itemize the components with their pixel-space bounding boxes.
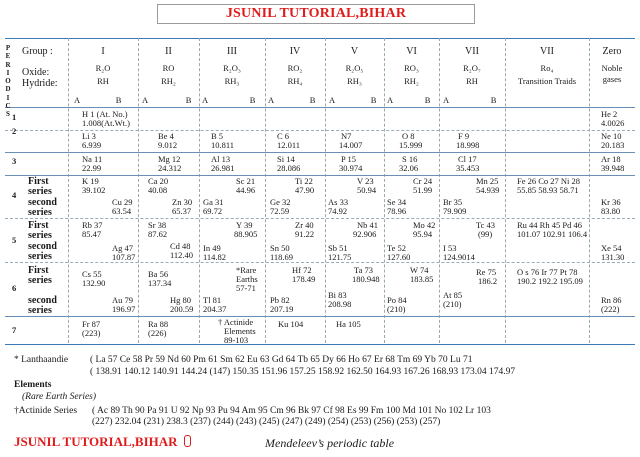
series-label: series <box>28 207 52 218</box>
group-zero-hydride: gases <box>602 74 622 84</box>
element-xe-weight: 131.30 <box>601 252 625 262</box>
second-series-label: second <box>28 295 57 306</box>
oxide-label: Oxide: <box>22 67 50 78</box>
group-v-header: V <box>350 46 359 57</box>
element-re-weight: 186.2 <box>478 276 498 286</box>
element-sr-weight: 87.62 <box>148 229 168 239</box>
element-cu: Cu 29 <box>112 197 133 207</box>
element-in: In 49 <box>203 243 221 253</box>
element-he: He 2 <box>601 109 618 119</box>
element-cr-weight: 51.99 <box>413 185 433 195</box>
element-kr-weight: 83.80 <box>601 206 621 216</box>
group-zero-header: Zero <box>602 46 622 57</box>
element-at: At 85 <box>443 290 463 300</box>
element-hf-weight: 178.49 <box>292 274 316 284</box>
element-ge-weight: 72.59 <box>270 206 290 216</box>
element-tc-weight: (99) <box>478 229 493 239</box>
element-sc: Sc 21 <box>236 176 256 186</box>
element-o-weight: 15.999 <box>399 140 423 150</box>
element-at-weight: (210) <box>443 299 462 309</box>
element-ti-weight: 47.90 <box>295 185 315 195</box>
element-hg: Hg 80 <box>170 295 192 305</box>
element-se-weight: 78.96 <box>387 206 407 216</box>
hydride-label: Hydride: <box>22 78 58 89</box>
group-vii-header: VII <box>465 46 479 57</box>
series-label: series <box>28 186 52 197</box>
group-viii-oxide: Ro₄ <box>540 63 554 73</box>
first-series-label: First <box>28 265 49 276</box>
element-mo: Mo 42 <box>413 220 436 230</box>
period-1: 1 <box>12 112 17 122</box>
group-v-hydride: RH₃ <box>347 76 362 86</box>
element-k: K 19 <box>82 176 99 186</box>
element-ge: Ge 32 <box>270 197 291 207</box>
element-f: F 9 <box>458 131 470 141</box>
actinide-symbols: ( Ac 89 Th 90 Pa 91 U 92 Np 93 Pu 94 Am 95 Cm 96 Bk 97 Cf 98 Es 99 Fm 100 Md 101 No 102 Lr 103 <box>92 406 491 416</box>
second-series-label: second <box>28 241 57 252</box>
row-divider <box>5 107 635 108</box>
element-c-weight: 12.011 <box>277 140 301 150</box>
element-rb: Rb 37 <box>82 220 103 230</box>
period-4: 4 <box>12 190 17 200</box>
lanthanide-label: * Lanthaandie <box>14 355 69 365</box>
element-sn: Sn 50 <box>270 243 290 253</box>
element-ar: Ar 18 <box>601 154 621 164</box>
element-be-weight: 9.012 <box>158 140 178 150</box>
element-al: Al 13 <box>211 154 231 164</box>
period-6: 6 <box>12 283 17 293</box>
element-si-weight: 28.086 <box>277 163 301 173</box>
element-v: V 23 <box>357 176 374 186</box>
footer-mark-icon <box>184 435 191 447</box>
element-sn-weight: 118.69 <box>270 252 294 262</box>
group-iii-header: III <box>227 46 237 57</box>
element-kr: Kr 36 <box>601 197 621 207</box>
element-ku: Ku 104 <box>278 319 304 329</box>
element-cd: Cd 48 <box>170 241 191 251</box>
element-au-weight: 196.97 <box>112 304 136 314</box>
element-ca: Ca 20 <box>148 176 169 186</box>
period-5: 5 <box>12 235 17 245</box>
element-te-weight: 127.60 <box>387 252 411 262</box>
element-y: Y 39 <box>236 220 253 230</box>
element-ag: Ag 47 <box>112 243 134 253</box>
first-series-label: First <box>28 176 49 187</box>
element-zr-weight: 91.22 <box>295 229 315 239</box>
ab-subheader: A B <box>329 95 377 105</box>
element-p: P 15 <box>341 154 357 164</box>
ab-subheader: A B <box>202 95 256 105</box>
row-divider <box>5 130 635 131</box>
header-title: JSUNIL TUTORIAL,BIHAR <box>225 6 407 21</box>
element-h: H 1 (At. No.) <box>82 109 128 119</box>
row-divider <box>5 152 635 153</box>
period-3: 3 <box>12 156 17 166</box>
element-b: B 5 <box>211 131 224 141</box>
lanthanide-weights: ( 138.91 140.12 140.91 144.24 (147) 150.35 151.96 157.25 158.92 162.50 164.93 167.26 168.93 173.04 174.97 <box>90 367 516 377</box>
element-as-weight: 74.92 <box>328 206 348 216</box>
actinide-series-label: †Actinide Series <box>14 406 78 416</box>
element-mo-weight: 95.94 <box>413 229 433 239</box>
element-ag-weight: 107.87 <box>112 252 136 262</box>
second-series-label: second <box>28 197 57 208</box>
element-xe: Xe 54 <box>601 243 622 253</box>
element-sr: Sr 38 <box>148 220 167 230</box>
element-y-weight: 88.905 <box>234 229 258 239</box>
group-i-header: I <box>101 46 105 57</box>
element-cs: Cs 55 <box>82 269 102 279</box>
element-ga: Ga 31 <box>203 197 224 207</box>
element-zn: Zn 30 <box>172 197 193 207</box>
element-br-weight: 79.909 <box>443 206 467 216</box>
element-cl-weight: 35.453 <box>456 163 480 173</box>
element-h-weight: 1.008(At.Wt.) <box>82 118 130 128</box>
element-au: Au 79 <box>112 295 134 305</box>
element-tl-weight: 204.37 <box>203 304 227 314</box>
element-ra-weight: (226) <box>148 328 167 338</box>
rare-earths-note: *Rare <box>236 265 257 275</box>
ab-subheader: A B <box>387 95 431 105</box>
group-viii-header: VII <box>540 46 554 57</box>
period-2: 2 <box>12 126 17 136</box>
element-nb: Nb 41 <box>357 220 379 230</box>
element-ba-weight: 137.34 <box>148 278 172 288</box>
element-po-weight: (210) <box>387 304 406 314</box>
group-vii-oxide: R₂O₇ <box>463 63 481 73</box>
element-cu-weight: 63.54 <box>112 206 132 216</box>
element-br: Br 35 <box>443 197 463 207</box>
row-divider <box>5 262 635 263</box>
element-ru-rh-pd-weights: 101.07 102.91 106.4 <box>517 229 588 239</box>
element-w: W 74 <box>410 265 429 275</box>
element-pb: Pb 82 <box>270 295 290 305</box>
group-ii-header: II <box>165 46 172 57</box>
element-n-weight: 14.007 <box>339 140 363 150</box>
actinide-weights: (227) 232.04 (231) 238.3 (237) (244) (243) (245) (247) (249) (254) (253) (256) (253) (257) <box>92 417 441 427</box>
element-na: Na 11 <box>82 154 103 164</box>
header-title-box <box>157 4 475 24</box>
actinide-note: Elements <box>224 326 256 336</box>
periodics-side-label: P E R I O D I C S <box>5 44 11 119</box>
element-sb-weight: 121.75 <box>328 252 352 262</box>
first-series-label: First <box>28 220 49 231</box>
figure-caption: Mendeleev’s periodic table <box>265 436 395 450</box>
element-tl: Tl 81 <box>203 295 222 305</box>
element-os-ir-pt: O s 76 Ir 77 Pt 78 <box>517 267 578 277</box>
element-fe-co-ni-weights: 55.85 58.93 58.71 <box>517 185 579 195</box>
element-cs-weight: 132.90 <box>82 278 106 288</box>
element-ra: Ra 88 <box>148 319 169 329</box>
element-ga-weight: 69.72 <box>203 206 223 216</box>
element-ne-weight: 20.183 <box>601 140 625 150</box>
period-7: 7 <box>12 325 17 335</box>
element-nb-weight: 92.906 <box>353 229 377 239</box>
ab-subheader: A B <box>74 95 122 105</box>
element-cl: Cl 17 <box>458 154 477 164</box>
element-mg-weight: 24.312 <box>158 163 182 173</box>
group-i-oxide: R₂O <box>95 63 111 73</box>
element-cr: Cr 24 <box>413 176 433 186</box>
element-v-weight: 50.94 <box>357 185 377 195</box>
element-tc: Tc 43 <box>476 220 495 230</box>
element-c: C 6 <box>277 131 290 141</box>
elements-label: Elements <box>14 380 52 390</box>
ab-subheader: A B <box>443 95 497 105</box>
element-mn-weight: 54.939 <box>476 185 500 195</box>
element-rb-weight: 85.47 <box>82 229 102 239</box>
element-sc-weight: 44.96 <box>236 185 256 195</box>
element-s: S 16 <box>402 154 418 164</box>
group-label: Group : <box>22 46 53 57</box>
row-divider <box>5 218 635 219</box>
element-ba: Ba 56 <box>148 269 169 279</box>
group-ii-oxide: RO <box>162 63 175 73</box>
series-label: series <box>28 251 52 262</box>
element-fr-weight: (223) <box>82 328 101 338</box>
ab-subheader: A B <box>268 95 316 105</box>
element-n: N7 <box>341 131 352 141</box>
series-label: series <box>28 230 52 241</box>
group-zero-oxide: Noble <box>601 63 623 73</box>
element-f-weight: 18.998 <box>456 140 480 150</box>
element-i-weight: 124.9014 <box>443 252 475 262</box>
group-iv-oxide: RO₂ <box>287 63 303 73</box>
element-o: O 8 <box>402 131 415 141</box>
element-cd-weight: 112.40 <box>170 250 194 260</box>
group-vii-hydride: RH <box>466 76 478 86</box>
element-ti: Ti 22 <box>295 176 313 186</box>
group-v-oxide: R₂O₅ <box>345 63 364 73</box>
group-i-hydride: RH <box>97 76 109 86</box>
element-rn: Rn 86 <box>601 295 622 305</box>
element-bi: Bi 83 <box>328 290 347 300</box>
element-os-ir-pt-weights: 190.2 192.2 195.09 <box>517 276 583 286</box>
element-k-weight: 39.102 <box>82 185 106 195</box>
element-rn-weight: (222) <box>601 304 620 314</box>
element-te: Te 52 <box>387 243 406 253</box>
group-vi-header: VI <box>406 46 417 57</box>
group-ii-hydride: RH₂ <box>161 76 176 86</box>
lanthanide-symbols: ( La 57 Ce 58 Pr 59 Nd 60 Pm 61 Sm 62 Eu 63 Gd 64 Tb 65 Dy 66 Ho 67 Er 68 Tm 69 Yb 70 Lu 71 <box>90 355 473 365</box>
element-i: I 53 <box>443 243 457 253</box>
element-fr: Fr 87 <box>82 319 101 329</box>
footer-title: JSUNIL TUTORIAL,BIHAR <box>14 434 191 450</box>
group-viii-hydride: Transition Traids <box>517 76 577 86</box>
element-sb: Sb 51 <box>328 243 348 253</box>
element-hf: Hf 72 <box>292 265 312 275</box>
rare-earth-series-label: (Rare Earth Series) <box>22 392 97 402</box>
element-po: Po 84 <box>387 295 407 305</box>
element-ne: Ne 10 <box>601 131 622 141</box>
element-ar-weight: 39.948 <box>601 163 625 173</box>
element-b-weight: 10.811 <box>211 140 235 150</box>
element-re: Re 75 <box>476 267 497 277</box>
rare-earths-note: Earths <box>236 274 258 284</box>
element-ru-rh-pd: Ru 44 Rh 45 Pd 46 <box>517 220 582 230</box>
element-hg-weight: 200.59 <box>170 304 194 314</box>
element-al-weight: 26.981 <box>211 163 235 173</box>
element-ta: Ta 73 <box>354 265 373 275</box>
element-mn: Mn 25 <box>476 176 499 186</box>
element-be: Be 4 <box>158 131 174 141</box>
element-ta-weight: 180.948 <box>352 274 380 284</box>
element-ha: Ha 105 <box>336 319 361 329</box>
element-si: Si 14 <box>277 154 295 164</box>
series-label: series <box>28 305 52 316</box>
ab-subheader: A B <box>142 95 192 105</box>
group-iii-hydride: RH₃ <box>224 76 240 86</box>
actinide-range: 89-103 <box>224 335 249 345</box>
element-he-weight: 4.0026 <box>601 118 625 128</box>
element-fe-co-ni: Fe 26 Co 27 Ni 28 <box>517 176 581 186</box>
element-as: As 33 <box>328 197 349 207</box>
group-iv-hydride: RH₄ <box>287 76 303 86</box>
element-mg: Mg 12 <box>158 154 181 164</box>
group-vi-oxide: RO₃ <box>404 63 419 73</box>
element-pb-weight: 207.19 <box>270 304 294 314</box>
element-li-weight: 6.939 <box>82 140 102 150</box>
element-w-weight: 183.85 <box>410 274 434 284</box>
group-vi-hydride: RH₂ <box>404 76 419 86</box>
element-zn-weight: 65.37 <box>172 206 192 216</box>
element-bi-weight: 208.98 <box>328 299 352 309</box>
element-s-weight: 32.06 <box>399 163 419 173</box>
element-na-weight: 22.99 <box>82 163 102 173</box>
element-ca-weight: 40.08 <box>148 185 168 195</box>
element-se: Se 34 <box>387 197 407 207</box>
actinide-note: † Actinide <box>218 317 254 327</box>
row-divider <box>5 316 635 317</box>
series-label: series <box>28 275 52 286</box>
group-iv-header: IV <box>289 46 301 57</box>
group-iii-oxide: R₂O₃ <box>223 63 241 73</box>
element-in-weight: 114.82 <box>203 252 227 262</box>
element-zr: Zr 40 <box>295 220 314 230</box>
element-p-weight: 30.974 <box>339 163 363 173</box>
element-li: Li 3 <box>82 131 96 141</box>
rare-earths-range: 57-71 <box>236 283 256 293</box>
